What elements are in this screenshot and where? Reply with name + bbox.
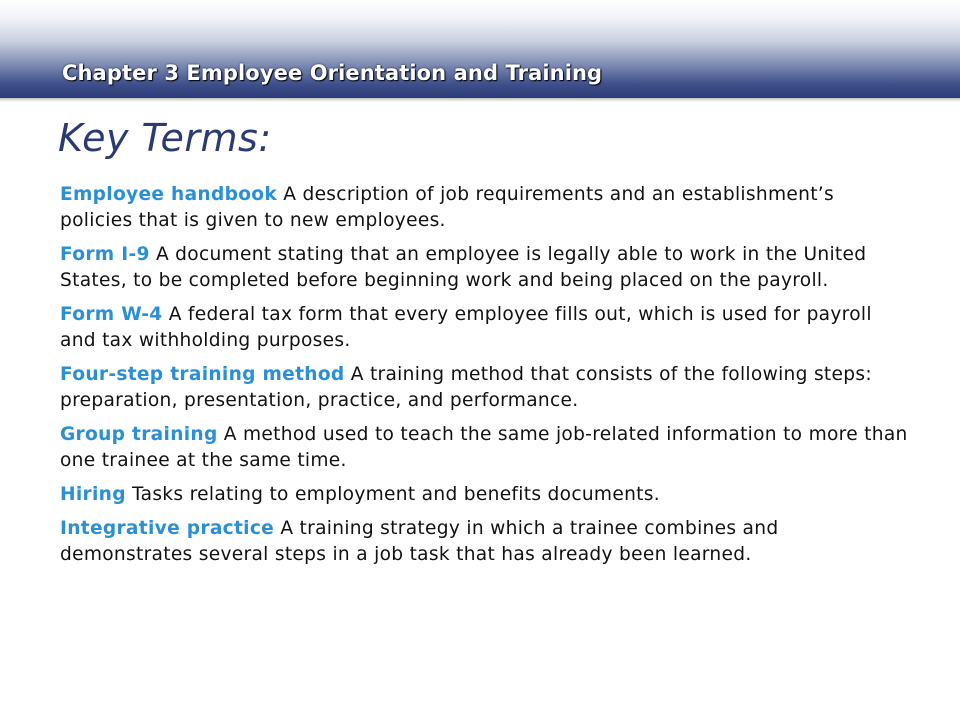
term-name: Hiring <box>60 484 126 505</box>
key-terms-list <box>60 182 910 576</box>
term-name: Four-step training method <box>60 364 345 385</box>
term-definition: A method used to teach the same job-related information to more than one trainee at the same time. <box>60 424 908 471</box>
term-definition: A document stating that an employee is legally able to work in the United States, to be completed before beginning work and being placed on the payroll. <box>60 244 867 291</box>
term-definition: A training method that consists of the following steps: preparation, presentation, practice, and performance. <box>60 364 872 411</box>
term-item <box>60 182 910 234</box>
term-item <box>60 242 910 294</box>
term-item <box>60 422 910 474</box>
term-item <box>60 362 910 414</box>
term-definition: A training strategy in which a trainee combines and demonstrates several steps in a job task that has already been learned. <box>60 518 779 565</box>
term-item <box>60 516 910 568</box>
term-definition: A description of job requirements and an establishment’s policies that is given to new employees. <box>60 184 834 231</box>
term-definition: Tasks relating to employment and benefits documents. <box>132 484 660 505</box>
term-name: Form I-9 <box>60 244 150 265</box>
term-item <box>60 302 910 354</box>
term-name: Form W-4 <box>60 304 163 325</box>
term-item <box>60 482 910 508</box>
slide-title: Key Terms: <box>58 116 272 160</box>
term-name: Integrative practice <box>60 518 275 539</box>
chapter-title: Chapter 3 Employee Orientation and Training <box>62 61 603 85</box>
term-name: Employee handbook <box>60 184 278 205</box>
term-definition: A federal tax form that every employee fills out, which is used for payroll and tax withholding purposes. <box>60 304 872 351</box>
term-name: Group training <box>60 424 218 445</box>
